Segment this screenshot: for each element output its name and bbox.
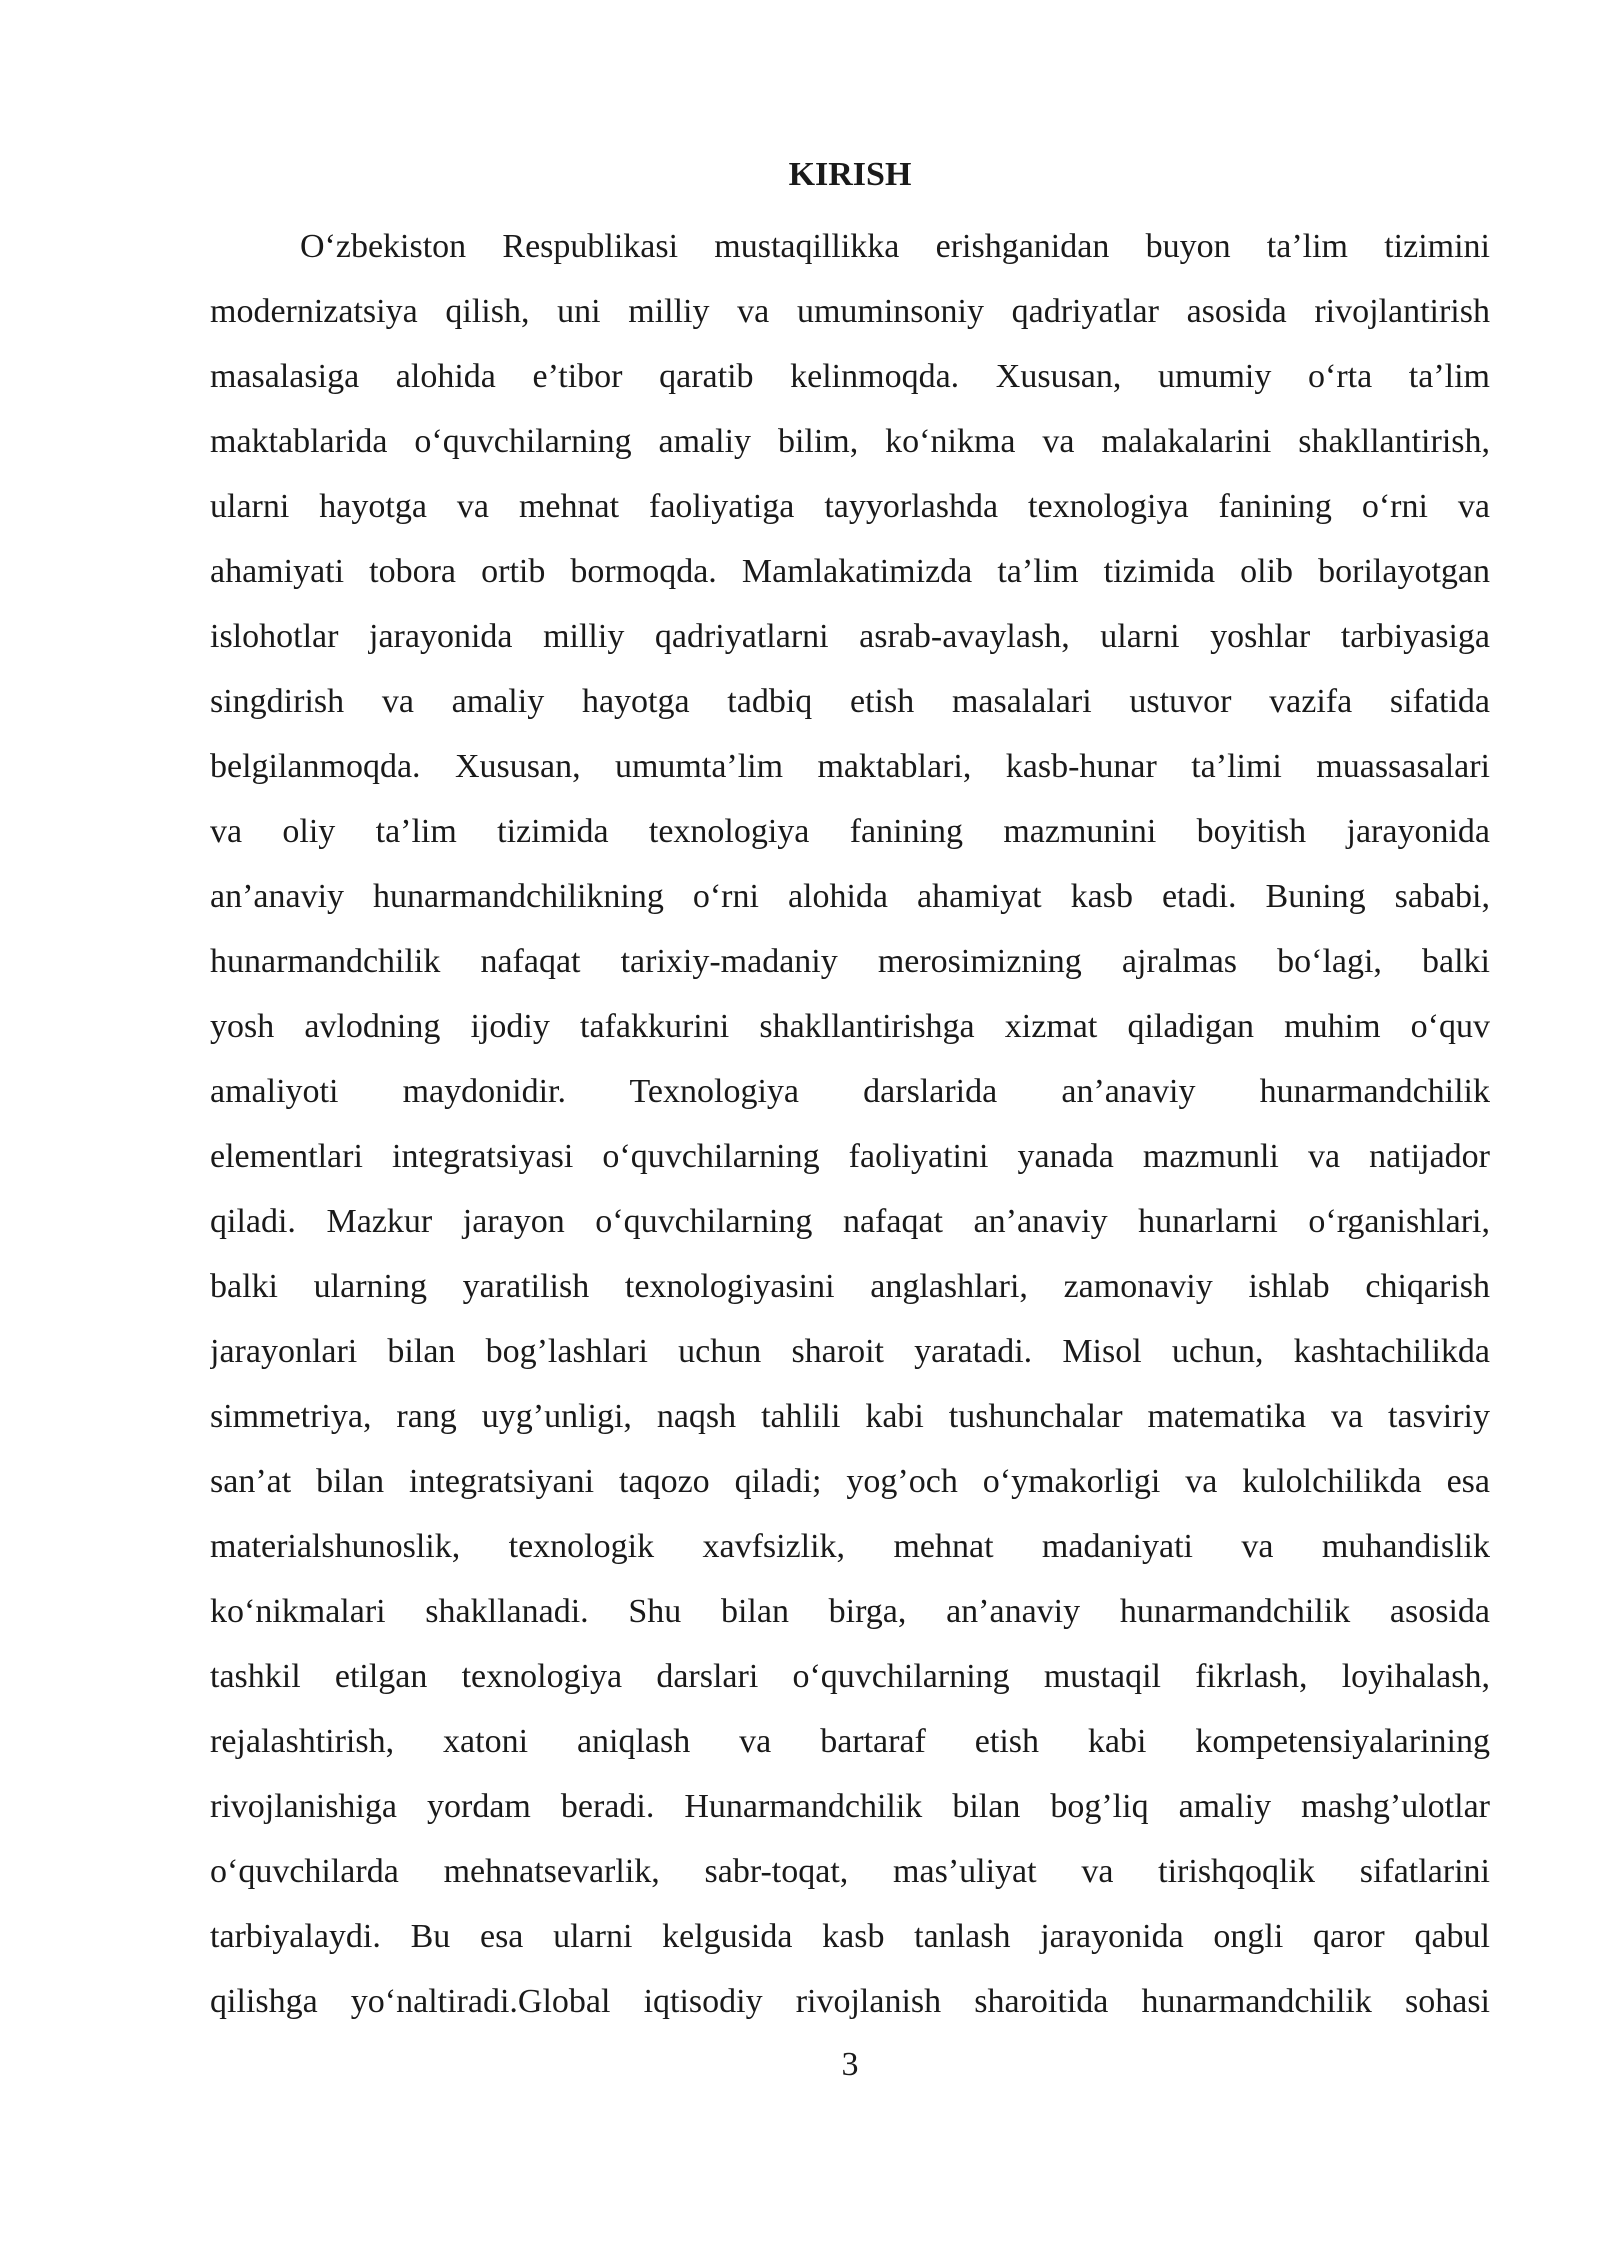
text-line: ko‘nikmalari shakllanadi. Shu bilan birga, an’anaviy hunarmandchilik asosida — [210, 1593, 1490, 1630]
text-line: rejalashtirish, xatoni aniqlash va bartaraf etish kabi kompetensiyalarining — [210, 1723, 1490, 1760]
text-line: O‘zbekiston Respublikasi mustaqillikka erishganidan buyon ta’lim tizimini — [300, 228, 1490, 265]
text-line: hunarmandchilik nafaqat tarixiy-madaniy merosimizning ajralmas bo‘lagi, balki — [210, 943, 1490, 980]
text-line: amaliyoti maydonidir. Texnologiya darslarida an’anaviy hunarmandchilik — [210, 1073, 1490, 1110]
text-line: va oliy ta’lim tizimida texnologiya fanining mazmunini boyitish jarayonida — [210, 813, 1490, 850]
text-line: belgilanmoqda. Xususan, umumta’lim maktablari, kasb-hunar ta’limi muassasalari — [210, 748, 1490, 785]
text-line: balki ularning yaratilish texnologiyasini anglashlari, zamonaviy ishlab chiqarish — [210, 1268, 1490, 1305]
text-line: materialshunoslik, texnologik xavfsizlik, mehnat madaniyati va muhandislik — [210, 1528, 1490, 1565]
text-line: jarayonlari bilan bog’lashlari uchun sharoit yaratadi. Misol uchun, kashtachilikda — [210, 1333, 1490, 1370]
section-heading: KIRISH — [788, 156, 912, 193]
text-line: masalasiga alohida e’tibor qaratib kelinmoqda. Xususan, umumiy o‘rta ta’lim — [210, 358, 1490, 395]
text-line: tarbiyalaydi. Bu esa ularni kelgusida kasb tanlash jarayonida ongli qaror qabul — [210, 1918, 1490, 1955]
text-line: elementlari integratsiyasi o‘quvchilarning faoliyatini yanada mazmunli va natijador — [210, 1138, 1490, 1175]
text-line: an’anaviy hunarmandchilikning o‘rni alohida ahamiyat kasb etadi. Buning sababi, — [210, 878, 1490, 915]
text-line: singdirish va amaliy hayotga tadbiq etish masalalari ustuvor vazifa sifatida — [210, 683, 1490, 720]
body-paragraph — [210, 214, 1490, 2034]
text-line: qiladi. Mazkur jarayon o‘quvchilarning nafaqat an’anaviy hunarlarni o‘rganishlari, — [210, 1203, 1490, 1240]
text-line: simmetriya, rang uyg’unligi, naqsh tahlili kabi tushunchalar matematika va tasviriy — [210, 1398, 1490, 1435]
text-line: maktablarida o‘quvchilarning amaliy bilim, ko‘nikma va malakalarini shakllantirish, — [210, 423, 1490, 460]
page-number: 3 — [841, 2046, 859, 2083]
text-line: tashkil etilgan texnologiya darslari o‘quvchilarning mustaqil fikrlash, loyihalash, — [210, 1658, 1490, 1695]
text-line: san’at bilan integratsiyani taqozo qiladi; yog’och o‘ymakorligi va kulolchilikda esa — [210, 1463, 1490, 1500]
text-line: ahamiyati tobora ortib bormoqda. Mamlakatimizda ta’lim tizimida olib borilayotgan — [210, 553, 1490, 590]
text-line: islohotlar jarayonida milliy qadriyatlarni asrab-avaylash, ularni yoshlar tarbiyasiga — [210, 618, 1490, 655]
text-line: qilishga yo‘naltiradi.Global iqtisodiy rivojlanish sharoitida hunarmandchilik sohasi — [210, 1983, 1490, 2020]
text-line: o‘quvchilarda mehnatsevarlik, sabr-toqat, mas’uliyat va tirishqoqlik sifatlarini — [210, 1853, 1490, 1890]
text-line: ularni hayotga va mehnat faoliyatiga tayyorlashda texnologiya fanining o‘rni va — [210, 488, 1490, 525]
text-line: modernizatsiya qilish, uni milliy va umuminsoniy qadriyatlar asosida rivojlantirish — [210, 293, 1490, 330]
text-line: rivojlanishiga yordam beradi. Hunarmandchilik bilan bog’liq amaliy mashg’ulotlar — [210, 1788, 1490, 1825]
text-line: yosh avlodning ijodiy tafakkurini shakllantirishga xizmat qiladigan muhim o‘quv — [210, 1008, 1490, 1045]
